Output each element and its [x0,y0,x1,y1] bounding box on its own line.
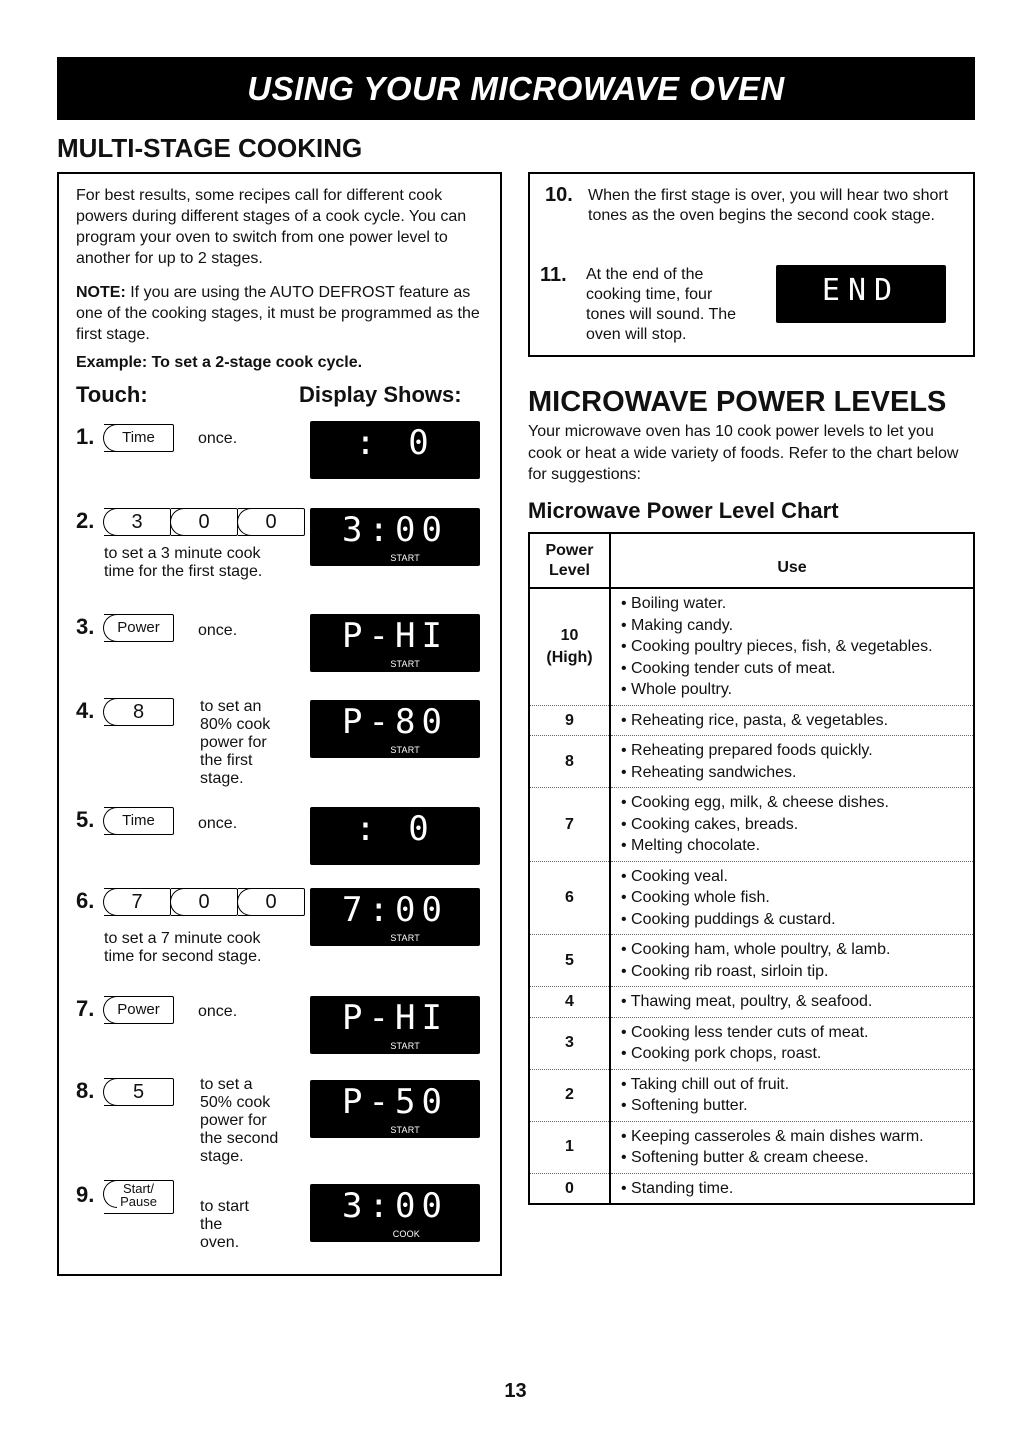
step-number: 3. [76,614,95,639]
use-item: • Whole poultry. [621,681,733,698]
step-label: once. [198,1003,238,1020]
power-level-cell: 5 [529,935,610,987]
step-number: 1. [76,424,95,449]
keypad-button[interactable]: 0 [238,508,305,536]
use-item: • Keeping casseroles & main dishes warm. [621,1127,924,1145]
power-level-cell: 7 [529,788,610,862]
table-row [529,588,974,705]
step-label: to set a 7 minute cook time for second stage. [104,930,262,965]
step-10-text: When the first stage is over, you will hear two short tones as the oven begins the second cook stage. [588,187,949,224]
use-cell [610,935,974,987]
table-row [529,1017,974,1069]
power-level-table [528,532,975,1205]
power-level-cell: 4 [529,987,610,1018]
oven-display [310,1184,480,1242]
display-readout: P-80 [342,702,448,742]
note-paragraph [76,282,496,345]
table-row [529,1069,974,1121]
step-11-text: At the end of the cooking time, four tones will sound. The oven will stop. [586,266,737,343]
step-11-number: 11. [540,264,567,286]
col-header-power-level: Power Level [529,533,610,588]
oven-display [310,421,480,479]
display-readout: : 0 [355,809,435,849]
oven-display [310,614,480,672]
intro-paragraph: For best results, some recipes call for different cook powers during different stages of a cook cycle. You can program your oven to switch from one power level to another for up to 2 stages. [76,187,467,267]
display-indicator: START [390,659,420,669]
table-row [529,861,974,935]
oven-display [310,508,480,566]
display-indicator: START [390,745,420,755]
page-banner: USING YOUR MICROWAVE OVEN [57,57,975,120]
display-readout: 7:00 [342,890,448,930]
use-item: • Melting chocolate. [621,837,761,854]
display-readout: : 0 [355,423,435,463]
display-indicator: START [390,1125,420,1135]
power-level-cell: 3 [529,1017,610,1069]
keypad-button[interactable]: 3 [104,508,171,536]
step-label: once. [198,622,238,639]
step-number: 6. [76,888,95,913]
use-cell [610,987,974,1018]
display-readout: P-HI [342,616,448,656]
use-item: • Cooking less tender cuts of meat. [621,1023,869,1041]
oven-display [310,996,480,1054]
power-level-cell: 1 [529,1121,610,1173]
use-cell [610,705,974,736]
use-item: • Thawing meat, poultry, & seafood. [621,993,873,1010]
keypad-button[interactable]: Start/ Pause [104,1180,174,1214]
use-cell [610,1069,974,1121]
step-label: once. [198,815,238,832]
use-item: • Cooking pork chops, roast. [621,1045,822,1062]
step-label: once. [198,430,238,447]
power-level-cell: 6 [529,861,610,935]
use-cell [610,788,974,862]
use-cell [610,1121,974,1173]
use-item: • Cooking veal. [621,867,728,885]
keypad-button[interactable]: 7 [104,888,171,916]
step-number: 8. [76,1078,95,1103]
power-level-cell: 0 [529,1173,610,1204]
display-readout: P-50 [342,1082,448,1122]
display-readout: P-HI [342,998,448,1038]
display-indicator: START [390,1041,420,1051]
step-label: to set an 80% cook power for the first stage. [200,698,271,787]
use-item: • Making candy. [621,616,734,634]
end-display [776,265,946,323]
col-header-use: Use [610,533,974,588]
display-readout: 3:00 [342,510,448,550]
step-number: 9. [76,1182,95,1207]
step-number: 4. [76,698,95,723]
keypad-button[interactable]: Time [104,807,174,835]
note-label: NOTE: [76,284,126,301]
use-item: • Boiling water. [621,595,727,612]
use-item: • Cooking egg, milk, & cheese dishes. [621,794,889,811]
use-item: • Reheating prepared foods quickly. [621,742,873,759]
use-item: • Softening butter & cream cheese. [621,1149,869,1166]
table-row [529,1121,974,1173]
power-level-cell: 10 (High) [529,588,610,705]
use-cell [610,1173,974,1204]
use-item: • Reheating rice, pasta, & vegetables. [621,711,889,729]
display-indicator: START [390,933,420,943]
use-item: • Reheating sandwiches. [621,763,797,781]
keypad-button[interactable]: Power [104,996,174,1024]
table-row [529,935,974,987]
use-cell [610,588,974,705]
use-item: • Cooking rib roast, sirloin tip. [621,962,829,980]
step-label: to set a 3 minute cook time for the first stage. [104,545,263,580]
display-indicator: START [390,553,420,563]
use-item: • Cooking tender cuts of meat. [621,659,836,677]
oven-display [310,807,480,865]
step-10-number: 10. [545,184,573,206]
use-item: • Softening butter. [621,1097,748,1114]
display-indicator: COOK [392,1229,420,1239]
step-number: 5. [76,807,95,832]
use-item: • Cooking poultry pieces, fish, & vegetables. [621,638,933,655]
step-number: 2. [76,508,95,533]
use-item: • Cooking ham, whole poultry, & lamb. [621,941,891,958]
use-item: • Taking chill out of fruit. [621,1075,790,1093]
page-number: 13 [504,1380,527,1402]
oven-display [310,888,480,946]
power-levels-intro: Your microwave oven has 10 cook power levels to let you cook or heat a wide variety of foods. Refer to the chart below for suggestions: [528,423,959,483]
display-readout: 3:00 [342,1186,448,1226]
keypad-button[interactable]: 8 [104,698,174,726]
oven-display [310,1080,480,1138]
section-title-power-levels: MICROWAVE POWER LEVELS [528,386,947,418]
display-header: Display Shows: [299,382,462,407]
table-row [529,736,974,788]
keypad-button[interactable]: 0 [238,888,305,916]
keypad-button[interactable]: Power [104,614,174,642]
use-item: • Cooking whole fish. [621,889,770,906]
oven-display [310,700,480,758]
step-label: to start the oven. [200,1198,249,1251]
use-cell [610,736,974,788]
chart-title: Microwave Power Level Chart [528,498,839,523]
use-item: • Cooking cakes, breads. [621,815,799,833]
step-number: 7. [76,996,95,1021]
keypad-button[interactable]: 0 [171,888,238,916]
use-item: • Standing time. [621,1179,734,1197]
example-heading: Example: To set a 2-stage cook cycle. [76,354,363,371]
note-text: If you are using the AUTO DEFROST feature as one of the cooking stages, it must be programmed as the first stage. [76,284,480,343]
table-row [529,987,974,1018]
step-label: to set a 50% cook power for the second stage. [200,1076,279,1165]
keypad-button[interactable]: 0 [171,508,238,536]
touch-header: Touch: [76,382,148,407]
end-display-readout: END [821,273,901,308]
power-level-cell: 2 [529,1069,610,1121]
use-cell [610,1017,974,1069]
table-row [529,788,974,862]
keypad-button[interactable]: 5 [104,1078,174,1106]
table-row [529,705,974,736]
power-level-cell: 9 [529,705,610,736]
table-row [529,1173,974,1204]
use-cell [610,861,974,935]
use-item: • Cooking puddings & custard. [621,910,836,928]
keypad-button[interactable]: Time [104,424,174,452]
power-level-cell: 8 [529,736,610,788]
section-title-multi-stage: MULTI-STAGE COOKING [57,133,363,163]
